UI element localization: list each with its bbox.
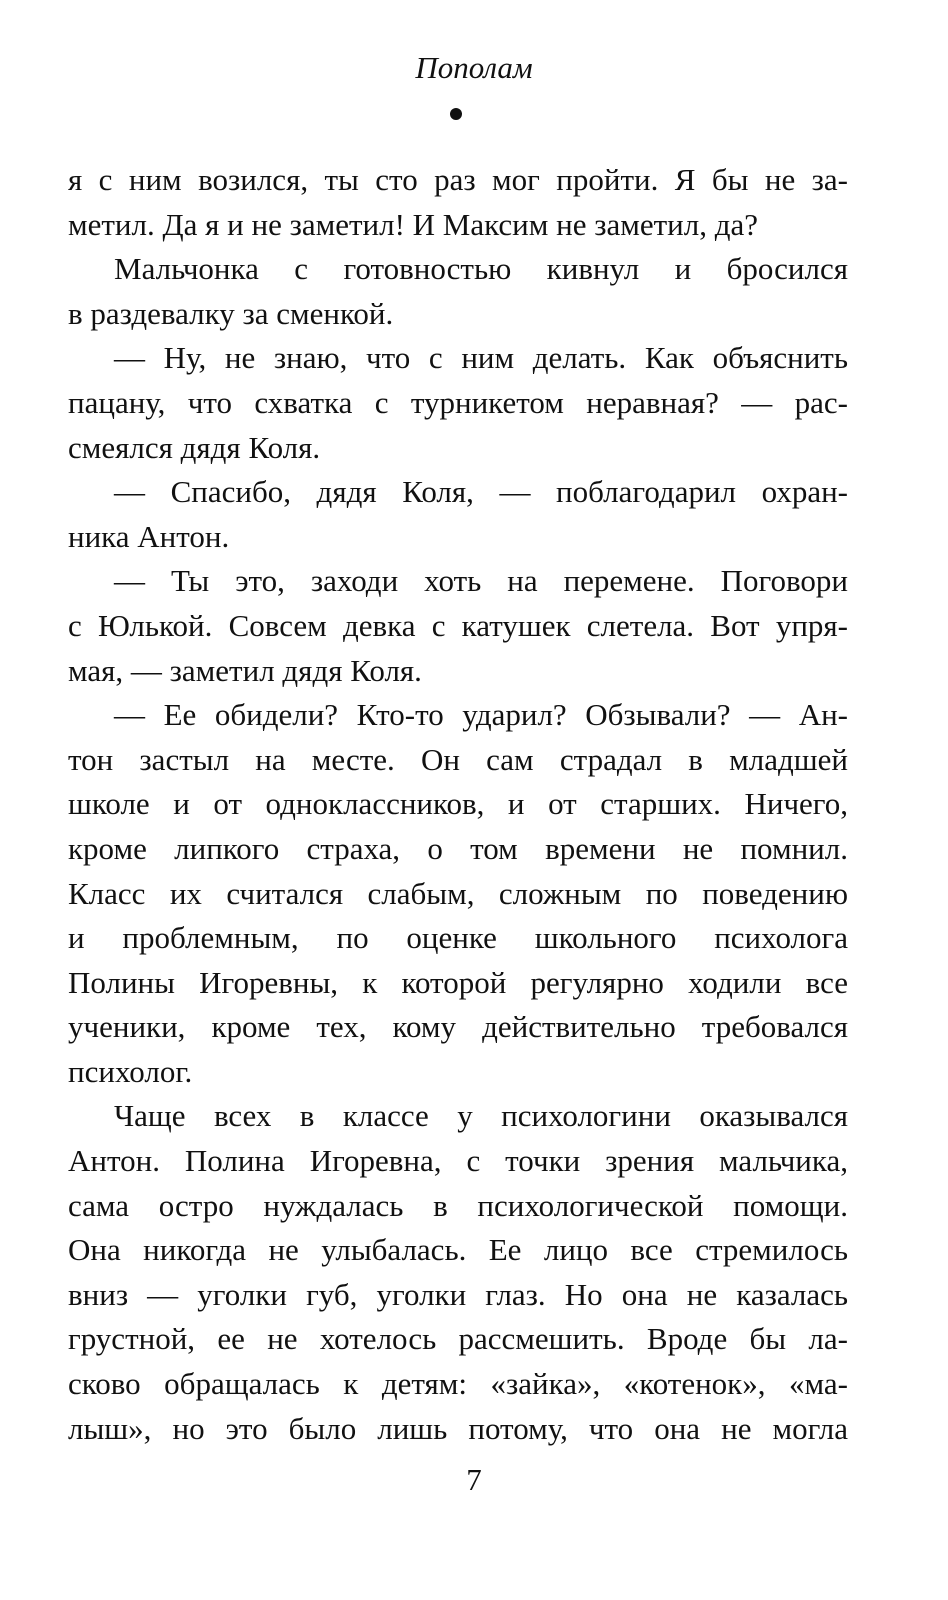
text-line: я с ним возился, ты сто раз мог пройти. Я бы не за- bbox=[68, 162, 848, 197]
text-line: Полины Игоревны, к которой регулярно ходили все bbox=[68, 964, 848, 1000]
text-line: грустной, ее не хотелось рассмешить. Вроде бы ла- bbox=[68, 1321, 848, 1357]
paragraph bbox=[68, 693, 848, 1094]
text-line: в раздевалку за сменкой. bbox=[68, 295, 394, 331]
text-line: — Спасибо, дядя Коля, — поблагодарил охран- bbox=[114, 474, 848, 510]
text-line: и проблемным, по оценке школьного психолога bbox=[68, 920, 848, 956]
text-line: Антон. Полина Игоревна, с точки зрения мальчика, bbox=[68, 1143, 848, 1179]
text-line: сково обращалась к детям: «зайка», «котенок», «ма- bbox=[68, 1366, 848, 1402]
text-line: — Ну, не знаю, что с ним делать. Как объяснить bbox=[114, 340, 848, 376]
text-line: смеялся дядя Коля. bbox=[68, 429, 321, 465]
paragraph bbox=[68, 158, 848, 247]
paragraph bbox=[68, 336, 848, 470]
running-head: Пополам bbox=[415, 50, 533, 85]
text-line: с Юлькой. Совсем девка с катушек слетела. Вот упря- bbox=[68, 607, 848, 643]
text-line: пацану, что схватка с турникетом неравная? — рас- bbox=[68, 384, 848, 420]
text-line: сама остро нуждалась в психологической помощи. bbox=[68, 1187, 848, 1223]
body-text bbox=[68, 158, 848, 1451]
text-line: Мальчонка с готовностью кивнул и бросился bbox=[114, 251, 848, 287]
text-line: кроме липкого страха, о том времени не помнил. bbox=[68, 830, 848, 866]
text-line: — Ее обидели? Кто-то ударил? Обзывали? — Ан- bbox=[114, 697, 848, 733]
text-line: лыш», но это было лишь потому, что она не могла bbox=[68, 1410, 848, 1446]
text-line: мая, — заметил дядя Коля. bbox=[68, 652, 422, 688]
text-line: Чаще всех в классе у психологини оказывался bbox=[114, 1098, 848, 1134]
text-line: тон застыл на месте. Он сам страдал в младшей bbox=[68, 741, 848, 777]
text-line: ученики, кроме тех, кому действительно требовался bbox=[68, 1009, 848, 1045]
text-line: — Ты это, заходи хоть на перемене. Поговори bbox=[114, 563, 848, 599]
text-line: метил. Да я и не заметил! И Максим не заметил, да? bbox=[68, 206, 758, 242]
text-line: ника Антон. bbox=[68, 518, 230, 554]
bullet-ornament bbox=[450, 108, 462, 120]
paragraph bbox=[68, 1094, 848, 1451]
paragraph bbox=[68, 559, 848, 693]
paragraph bbox=[68, 247, 848, 336]
text-line: школе и от одноклассников, и от старших. Ничего, bbox=[68, 786, 848, 822]
text-line: психолог. bbox=[68, 1053, 193, 1089]
page-number: 7 bbox=[466, 1462, 482, 1497]
text-line: вниз — уголки губ, уголки глаз. Но она не казалась bbox=[68, 1276, 848, 1312]
paragraph bbox=[68, 470, 848, 559]
text-line: Она никогда не улыбалась. Ее лицо все стремилось bbox=[68, 1232, 848, 1268]
text-line: Класс их считался слабым, сложным по поведению bbox=[68, 875, 848, 911]
